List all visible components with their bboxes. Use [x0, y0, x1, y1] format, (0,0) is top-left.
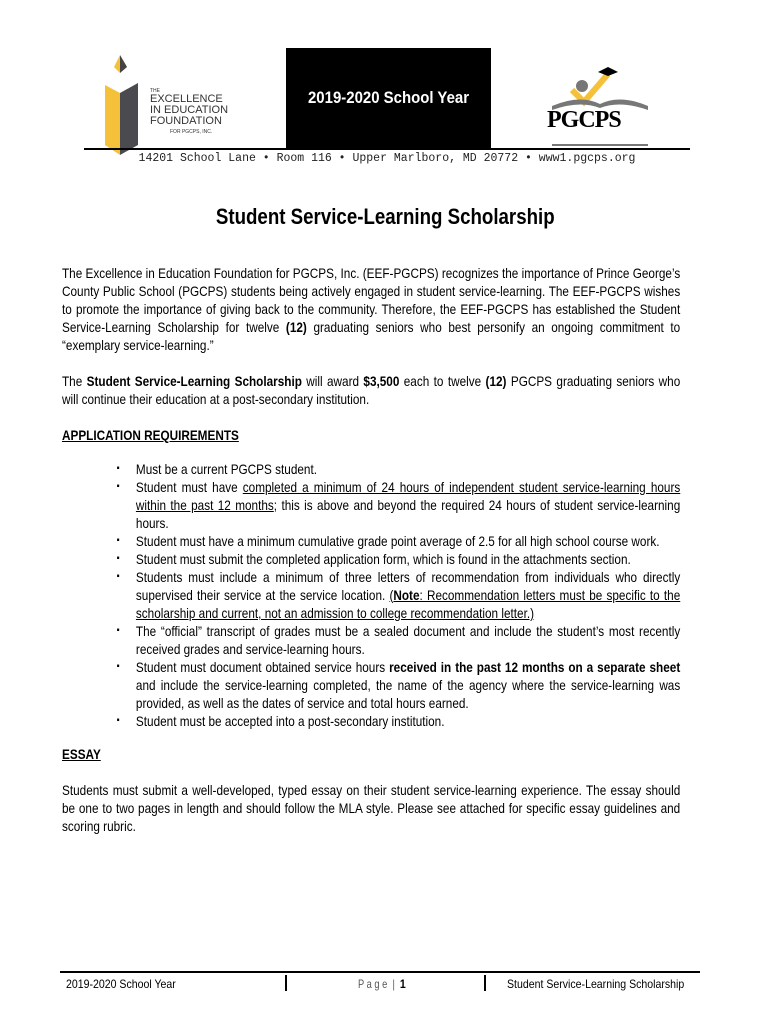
bullet-icon: ▪ — [116, 715, 120, 726]
pgcps-logo-text: PGCPS — [547, 107, 621, 133]
award-paragraph — [62, 372, 680, 408]
text: Student must be accepted into a post-secondary institution. — [135, 713, 445, 729]
footer-rule — [60, 971, 700, 973]
text: PGCPS graduating seniors who will continue their education at a post-secondary institution. — [62, 373, 681, 407]
essay-paragraph: Students must submit a well-developed, typed essay on their student service-learning experience. The essay should be one to two pages in length and should follow the MLA style. Please see attached for specific essay guidelines and scoring rubric. — [62, 782, 681, 834]
list-item — [62, 658, 680, 712]
address-line: 14201 School Lane • Room 116 • Upper Marlboro, MD 20772 • www1.pgcps.org — [138, 152, 636, 165]
text: will award — [301, 373, 364, 389]
list-item — [62, 712, 680, 730]
eef-logo-text — [150, 88, 228, 138]
requirements-heading: APPLICATION REQUIREMENTS — [62, 427, 239, 443]
text: ; this is above and beyond the required 24 hours of student service-learning hours. — [135, 497, 681, 531]
text: Students must include a minimum of three letters of recommendation from individuals who directly supervised their service at the service location. — [135, 569, 681, 603]
text: The Excellence in Education Foundation for PGCPS, Inc. (EEF-PGCPS) recognizes the importance of Prince George’s County Public School (PGCPS) students being actively engaged in student service-learning. The EEF-PGCPS wishes to promote the importance of giving back to the community. Therefore, the EEF-PGCPS has established the Student Service-Learning Scholarship for twelve — [62, 265, 681, 335]
school-year-banner — [286, 48, 491, 148]
text: each to twelve — [399, 373, 486, 389]
page-number: 1 — [399, 977, 406, 991]
list-item — [62, 460, 680, 478]
list-item — [62, 622, 680, 658]
essay-heading: ESSAY — [62, 746, 101, 762]
text: The “official” transcript of grades must be a sealed document and include the student’s most recently received grades and service-learning hours. — [135, 623, 681, 657]
text: Student must have — [135, 479, 243, 495]
underlined-text: completed a minimum of 24 hours of independent student service-learning hours within the past 12 months — [135, 479, 681, 513]
bullet-icon: ▪ — [116, 625, 120, 636]
award-amount: $3,500 — [363, 373, 400, 389]
text: Student must submit the completed application form, which is found in the attachments section. — [135, 551, 631, 567]
requirements-list — [62, 460, 680, 730]
bold-text: (12) — [285, 319, 307, 335]
text: The — [62, 373, 87, 389]
footer-divider — [285, 975, 287, 991]
bold-text: received in the past 12 months on a separate sheet — [389, 659, 681, 675]
list-item — [62, 532, 680, 550]
text: 2019-2020 School Year — [66, 977, 176, 991]
footer-divider — [484, 975, 486, 991]
bullet-icon: ▪ — [116, 661, 120, 672]
page-title — [0, 204, 770, 230]
text: : Recommendation letters must be specific to the scholarship and current, not an admission to college recommendation letter.) — [135, 587, 681, 621]
text: graduating seniors who best personify an ongoing commitment to “exemplary service-learning.” — [62, 319, 681, 353]
text: ( — [389, 587, 394, 603]
eef-logo-line: FOR PGCPS, INC. — [170, 129, 213, 135]
text: Student Service-Learning Scholarship — [507, 977, 685, 991]
text: Student must have a minimum cumulative grade point average of 2.5 for all high school course work. — [135, 533, 660, 549]
list-item — [62, 550, 680, 568]
document-body — [62, 264, 680, 835]
page-label: P a g e | — [358, 977, 395, 991]
bold-text: Note — [393, 587, 420, 603]
bullet-icon: ▪ — [116, 463, 120, 474]
text: Must be a current PGCPS student. — [135, 461, 317, 477]
bold-text: (12) — [485, 373, 507, 389]
text: and include the service-learning completed, the name of the agency where the service-learning was provided, as well as the dates of service and total hours earned. — [135, 677, 681, 711]
bold-text: Student Service-Learning Scholarship — [86, 373, 302, 389]
header-rule — [84, 148, 690, 150]
title-text: Student Service-Learning Scholarship — [215, 204, 555, 229]
text: Student must document obtained service hours — [135, 659, 390, 675]
footer-right — [507, 977, 708, 991]
eef-logo-line: IN EDUCATION — [150, 104, 229, 116]
eef-logo-line: THE — [150, 88, 160, 94]
intro-paragraph — [62, 264, 680, 354]
eef-logo-line: EXCELLENCE — [150, 93, 223, 105]
school-year-text: 2019-2020 School Year — [307, 88, 470, 107]
list-item — [62, 478, 680, 532]
footer-page — [358, 977, 412, 991]
bullet-icon: ▪ — [116, 535, 120, 546]
eef-logo-line: FOUNDATION — [150, 115, 222, 127]
list-item — [62, 568, 680, 622]
footer-left — [66, 977, 191, 991]
bullet-icon: ▪ — [116, 571, 120, 582]
bullet-icon: ▪ — [116, 481, 120, 492]
pgcps-logo-icon — [550, 62, 650, 148]
bullet-icon: ▪ — [116, 553, 120, 564]
